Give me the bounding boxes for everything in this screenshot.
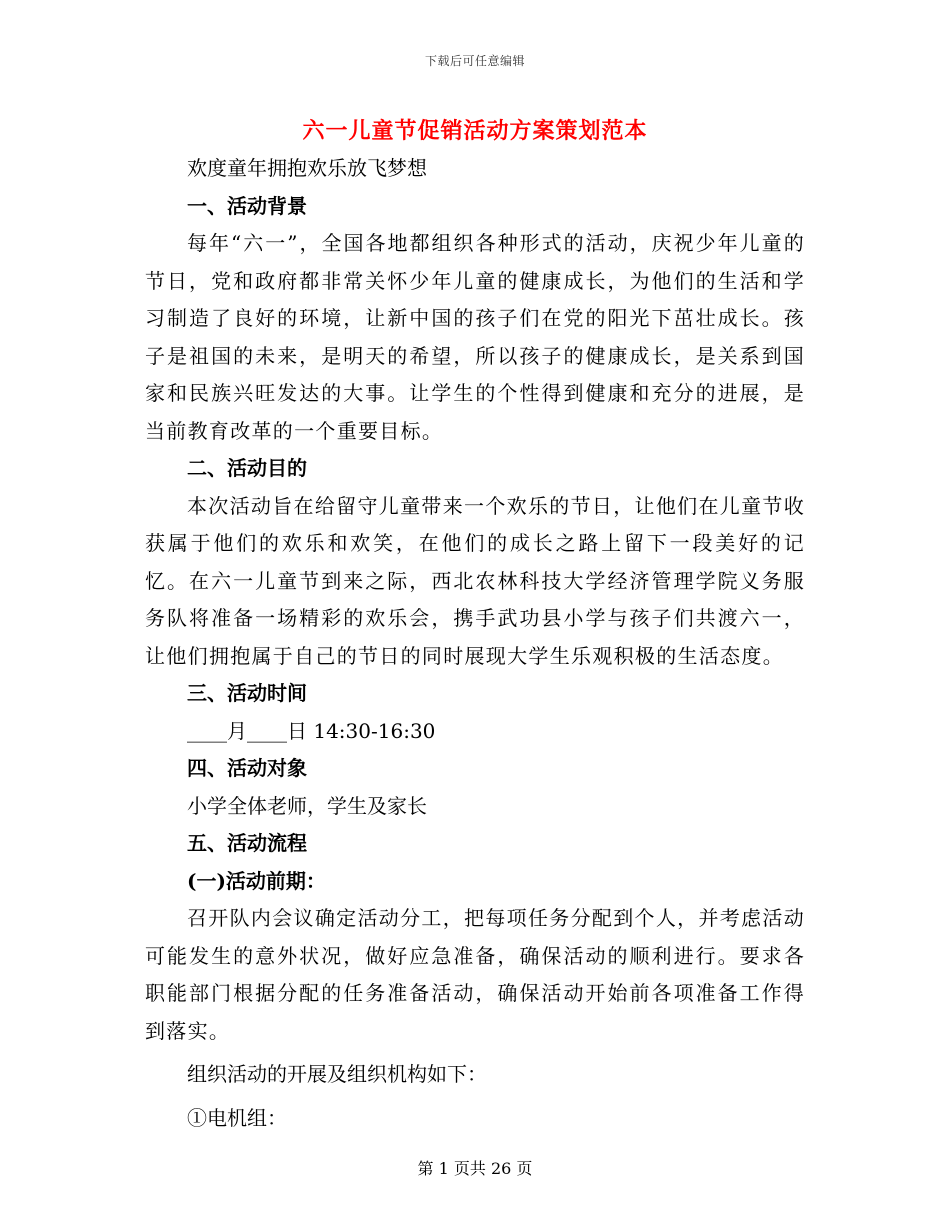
- document-title: 六一儿童节促销活动方案策划范本: [302, 118, 648, 144]
- activity-time: ____月____日 14:30-16:30: [187, 718, 436, 743]
- section-heading-time: 三、活动时间: [187, 681, 307, 705]
- list-item-motor-group: ①电机组：: [187, 1105, 287, 1130]
- slogan: 欢度童年拥抱欢乐放飞梦想: [187, 156, 427, 180]
- section-heading-target: 四、活动对象: [187, 756, 307, 780]
- document-body: [145, 112, 805, 1137]
- page-number: 第 1 页共 26 页: [417, 1159, 533, 1178]
- paragraph-purpose: 本次活动旨在给留守儿童带来一个欢乐的节日，让他们在儿童节收获属于他们的欢乐和欢笑，在他们的成长之路上留下一段美好的记忆。在六一儿童节到来之际，西北农林科技大学经济管理学院义务服务队将准备一场精彩的欢乐会，携手武功县小学与孩子们共渡六一，让他们拥抱属于自己的节日的同时展现大学生乐观积极的生活态度。: [145, 493, 805, 668]
- activity-target: 小学全体老师，学生及家长: [187, 793, 427, 818]
- section-heading-process: 五、活动流程: [187, 831, 307, 855]
- section-heading-purpose: 二、活动目的: [187, 456, 307, 480]
- subsection-heading-pre: (一)活动前期：: [187, 868, 326, 893]
- header-note: 下载后可任意编辑: [424, 54, 525, 68]
- paragraph-pre: 召开队内会议确定活动分工，把每项任务分配到个人，并考虑活动可能发生的意外状况，做好应急准备，确保活动的顺利进行。要求各职能部门根据分配的任务准备活动，确保活动开始前各项准备工作得到落实。: [145, 906, 805, 1043]
- paragraph-organization: 组织活动的开展及组织机构如下：: [187, 1062, 487, 1086]
- section-heading-background: 一、活动背景: [187, 193, 307, 218]
- paragraph-background: 每年“六一”，全国各地都组织各种形式的活动，庆祝少年儿童的节日，党和政府都非常关怀少年儿童的健康成长，为他们的生活和学习制造了良好的环境，让新中国的孩子们在党的阳光下茁壮成长。孩子是祖国的未来，是明天的希望，所以孩子的健康成长，是关系到国家和民族兴旺发达的大事。让学生的个性得到健康和充分的进展，是当前教育改革的一个重要目标。: [145, 231, 805, 443]
